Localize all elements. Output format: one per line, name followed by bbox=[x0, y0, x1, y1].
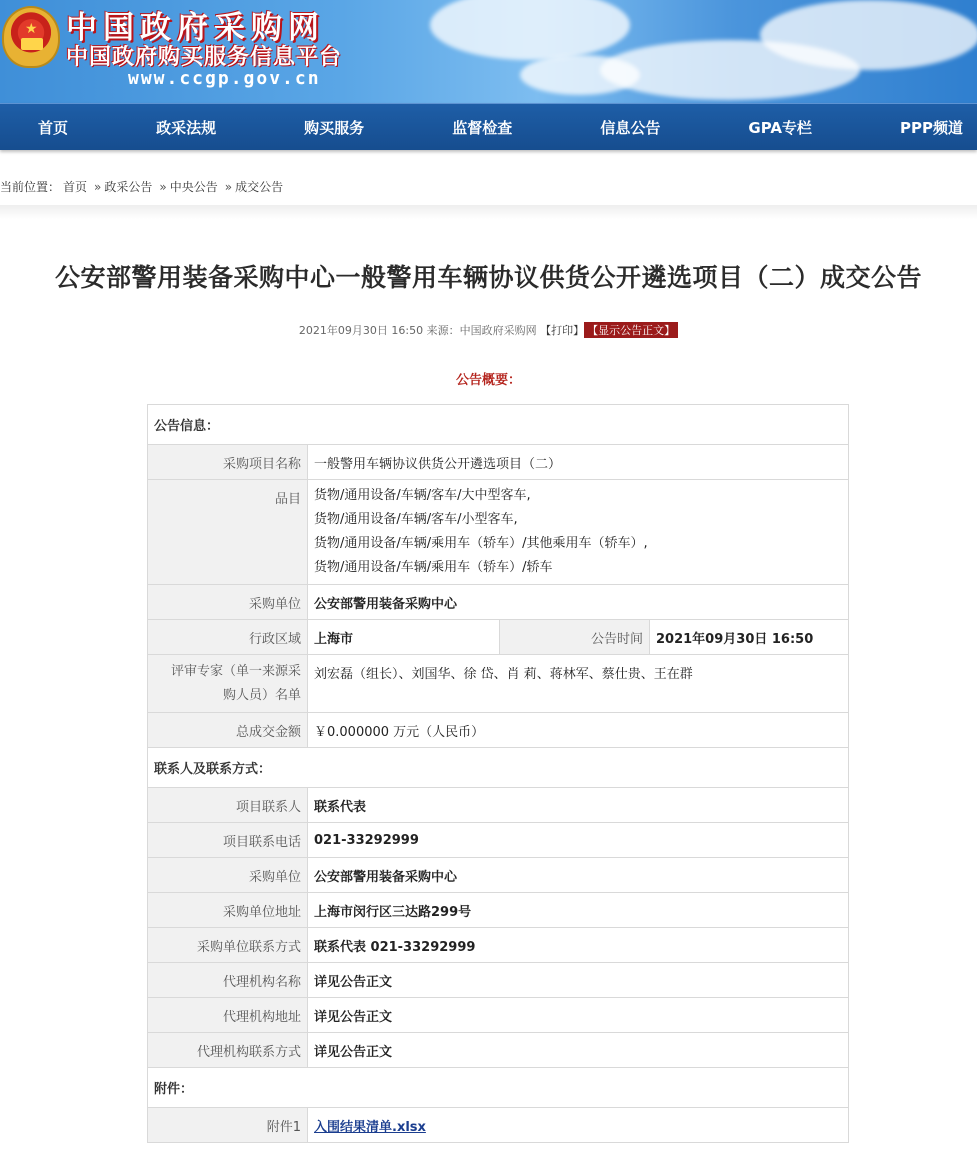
value-total-amount: ￥0.000000 万元（人民币） bbox=[308, 713, 849, 748]
table-row bbox=[148, 748, 849, 788]
breadcrumb-home[interactable]: 首页 bbox=[63, 180, 88, 194]
value-project-name: 一般警用车辆协议供货公开遴选项目（二） bbox=[308, 445, 849, 480]
table-row bbox=[148, 1068, 849, 1108]
value-purchaser-contact: 联系代表 021-33292999 bbox=[308, 928, 849, 963]
breadcrumb-deal[interactable]: 成交公告 bbox=[235, 180, 284, 194]
value-region: 上海市 bbox=[308, 620, 500, 655]
notice-meta bbox=[0, 322, 977, 338]
value-category bbox=[308, 480, 849, 585]
table-row bbox=[148, 998, 849, 1033]
site-subtitle: 中国政府购买服务信息平台 bbox=[66, 45, 343, 70]
table-row bbox=[148, 1033, 849, 1068]
nav-purchase-services[interactable]: 购买服务 bbox=[304, 118, 365, 137]
label-experts bbox=[148, 655, 308, 713]
label-project-name: 采购项目名称 bbox=[148, 445, 308, 480]
nav-home[interactable]: 首页 bbox=[38, 118, 69, 137]
national-emblem-icon[interactable]: ★ bbox=[2, 6, 60, 68]
table-row bbox=[148, 823, 849, 858]
nav-regulations[interactable]: 政采法规 bbox=[156, 118, 217, 137]
label-agency-contact: 代理机构联系方式 bbox=[148, 1033, 308, 1068]
table-row bbox=[148, 1108, 849, 1143]
category-line: 货物/通用设备/车辆/客车/小型客车, bbox=[314, 512, 518, 527]
breadcrumb-separator: » bbox=[159, 180, 167, 194]
main-nav bbox=[0, 103, 977, 150]
show-full-text-button[interactable]: 【显示公告正文】 bbox=[584, 322, 678, 338]
notice-source-label: 来源： bbox=[426, 324, 460, 337]
value-purchaser: 公安部警用装备采购中心 bbox=[308, 585, 849, 620]
nav-supervision[interactable]: 监督检查 bbox=[452, 118, 513, 137]
nav-announcements[interactable]: 信息公告 bbox=[600, 118, 661, 137]
label-purchaser: 采购单位 bbox=[148, 585, 308, 620]
nav-gpa[interactable]: GPA专栏 bbox=[748, 118, 812, 137]
nav-ppp[interactable]: PPP频道 bbox=[900, 118, 963, 137]
section-heading-attachments: 附件： bbox=[148, 1068, 849, 1108]
breadcrumb-prefix: 当前位置： bbox=[0, 180, 61, 194]
value-project-contact: 联系代表 bbox=[308, 788, 849, 823]
value-purchaser-address: 上海市闵行区三达路299号 bbox=[308, 893, 849, 928]
table-row bbox=[148, 713, 849, 748]
site-url: www.ccgp.gov.cn bbox=[128, 68, 321, 89]
value-publish-time: 2021年09月30日 16:50 bbox=[650, 620, 849, 655]
section-heading-contact: 联系人及联系方式： bbox=[148, 748, 849, 788]
experts-label-line: 购人员）名单 bbox=[222, 687, 301, 703]
label-project-phone: 项目联系电话 bbox=[148, 823, 308, 858]
table-row bbox=[148, 405, 849, 445]
value-project-phone: 021-33292999 bbox=[308, 823, 849, 858]
label-publish-time: 公告时间 bbox=[500, 620, 650, 655]
table-row bbox=[148, 445, 849, 480]
value-agency-address: 详见公告正文 bbox=[308, 998, 849, 1033]
summary-heading: 公告概要： bbox=[455, 373, 521, 388]
value-purchaser-unit: 公安部警用装备采购中心 bbox=[308, 858, 849, 893]
table-row bbox=[148, 858, 849, 893]
attachment-cell bbox=[308, 1108, 849, 1143]
value-agency-contact: 详见公告正文 bbox=[308, 1033, 849, 1068]
label-region: 行政区域 bbox=[148, 620, 308, 655]
label-agency-name: 代理机构名称 bbox=[148, 963, 308, 998]
label-category: 品目 bbox=[148, 480, 308, 585]
notice-info-table bbox=[147, 404, 849, 1143]
section-heading-info: 公告信息： bbox=[148, 405, 849, 445]
site-header-banner bbox=[0, 0, 977, 103]
table-row bbox=[148, 620, 849, 655]
breadcrumb-announcements[interactable]: 政采公告 bbox=[104, 180, 153, 194]
print-button[interactable]: 【打印】 bbox=[540, 324, 585, 337]
label-purchaser-contact: 采购单位联系方式 bbox=[148, 928, 308, 963]
category-line: 货物/通用设备/车辆/乘用车（轿车）/其他乘用车（轿车）, bbox=[314, 536, 648, 551]
table-row bbox=[148, 655, 849, 713]
label-attachment-1: 附件1 bbox=[148, 1108, 308, 1143]
value-experts: 刘宏磊（组长）、刘国华、徐 岱、肖 莉、蒋林军、蔡仕贵、王在群 bbox=[308, 655, 849, 713]
category-line: 货物/通用设备/车辆/客车/大中型客车, bbox=[314, 488, 531, 503]
label-agency-address: 代理机构地址 bbox=[148, 998, 308, 1033]
breadcrumb bbox=[0, 178, 286, 198]
table-row bbox=[148, 585, 849, 620]
table-row bbox=[148, 893, 849, 928]
attachment-file-link[interactable]: 入围结果清单.xlsx bbox=[314, 1119, 426, 1135]
label-purchaser-unit: 采购单位 bbox=[148, 858, 308, 893]
breadcrumb-divider bbox=[0, 205, 977, 219]
experts-label-line: 评审专家（单一来源采 bbox=[170, 663, 301, 679]
label-purchaser-address: 采购单位地址 bbox=[148, 893, 308, 928]
category-line: 货物/通用设备/车辆/乘用车（轿车）/轿车 bbox=[314, 560, 553, 575]
breadcrumb-separator: » bbox=[224, 180, 233, 194]
table-row bbox=[148, 788, 849, 823]
table-row bbox=[148, 963, 849, 998]
breadcrumb-separator: » bbox=[94, 180, 102, 194]
label-total-amount: 总成交金额 bbox=[148, 713, 308, 748]
breadcrumb-central[interactable]: 中央公告 bbox=[169, 180, 218, 194]
label-project-contact: 项目联系人 bbox=[148, 788, 308, 823]
notice-datetime: 2021年09月30日 16:50 bbox=[298, 324, 424, 337]
table-row bbox=[148, 480, 849, 585]
page-title: 公安部警用装备采购中心一般警用车辆协议供货公开遴选项目（二）成交公告 bbox=[54, 263, 922, 292]
value-agency-name: 详见公告正文 bbox=[308, 963, 849, 998]
site-title[interactable]: 中国政府采购网 bbox=[66, 10, 325, 46]
table-row bbox=[148, 928, 849, 963]
notice-source: 中国政府采购网 bbox=[459, 324, 537, 337]
